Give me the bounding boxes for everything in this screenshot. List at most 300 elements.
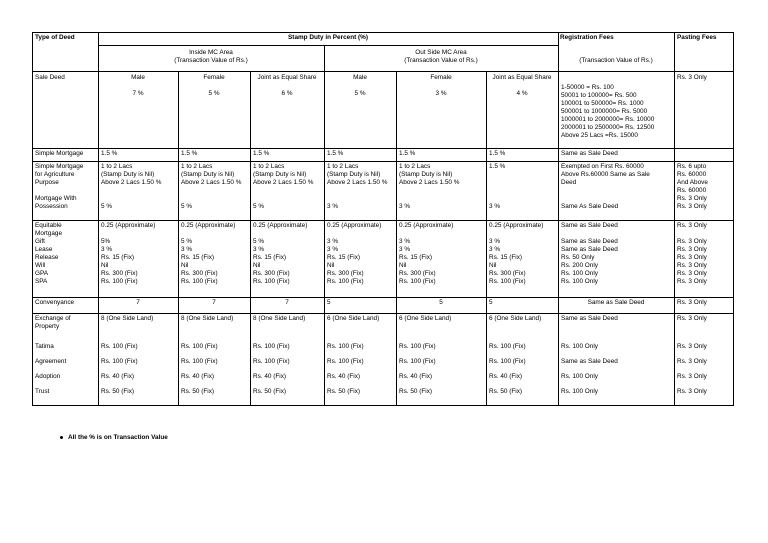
- cell-line: Joint as Equal Share: [257, 74, 317, 81]
- cell-line: [399, 230, 483, 238]
- cell-line: Possession: [35, 203, 68, 210]
- cell-line: [253, 195, 321, 203]
- grid-line: [486, 71, 487, 406]
- table-cell: [181, 150, 247, 158]
- cell-line: [181, 82, 247, 90]
- table-cell: [181, 299, 247, 307]
- cell-line: 3 %: [489, 203, 501, 210]
- cell-line: 0.25 (Approximate): [253, 222, 308, 229]
- cell-line: Rs. 100 (Fix): [489, 278, 526, 285]
- cell-line: Joint as Equal Share: [492, 74, 552, 81]
- cell-line: (Stamp Duty is Nil): [253, 171, 307, 178]
- table-cell: [101, 222, 175, 286]
- cell-line: [489, 230, 555, 238]
- cell-line: 6 (One Side Land): [327, 315, 380, 322]
- cell-line: 7: [212, 299, 216, 306]
- cell-line: Rs. 40 (Fix): [253, 373, 287, 380]
- table-cell: [489, 315, 555, 323]
- cell-line: Nil: [253, 262, 261, 269]
- cell-line: Rs. 40 (Fix): [399, 373, 433, 380]
- table-cell: [327, 373, 393, 381]
- cell-line: Rs. 100 (Fix): [327, 343, 364, 350]
- cell-line: Rs. 100 (Fix): [181, 343, 218, 350]
- cell-line: 7: [285, 299, 289, 306]
- cell-line: 5 %: [208, 90, 220, 97]
- table-cell: [489, 373, 555, 381]
- table-cell: [399, 358, 483, 366]
- cell-line: Rs. 60000: [677, 171, 707, 178]
- cell-line: Rs. 3 Only: [677, 74, 707, 81]
- table-cell: [101, 150, 175, 158]
- cell-line: Rs. 15 (Fix): [181, 254, 215, 261]
- table-cell: [327, 150, 393, 158]
- cell-line: Rs. 3 Only: [677, 195, 707, 202]
- cell-line: Rs. 300 (Fix): [399, 270, 436, 277]
- cell-line: 1.5 %: [101, 150, 118, 157]
- header-outside-sub: (Transaction Value of Rs.): [404, 57, 478, 64]
- table-cell: [561, 299, 671, 307]
- cell-line: 5%: [101, 238, 111, 245]
- cell-line: [35, 187, 95, 195]
- table-cell: [327, 388, 393, 396]
- table-cell: [253, 299, 321, 307]
- cell-line: Rs. 100 (Fix): [101, 343, 138, 350]
- cell-line: 1 to 2 Lacs: [253, 163, 285, 170]
- table-cell: [677, 299, 731, 307]
- cell-line: 4 %: [516, 90, 528, 97]
- cell-line: [489, 179, 555, 187]
- grid-line: [250, 71, 251, 406]
- table-cell: [399, 373, 483, 381]
- cell-line: Female: [430, 74, 452, 81]
- table-cell: [101, 74, 175, 98]
- cell-line: Rs. 300 (Fix): [181, 270, 218, 277]
- cell-line: 1-50000 = Rs. 100: [561, 84, 614, 91]
- cell-line: Rs. 15 (Fix): [489, 254, 523, 261]
- cell-line: Agreement: [35, 358, 67, 365]
- header-stamp-duty: Stamp Duty in Percent (%): [288, 34, 368, 41]
- cell-line: 3 %: [489, 246, 501, 253]
- cell-line: [327, 195, 393, 203]
- table-cell: [35, 150, 95, 158]
- cell-line: Nil: [399, 262, 407, 269]
- header-pasting-fees: Pasting Fees: [677, 34, 717, 41]
- table-cell: [253, 358, 321, 366]
- cell-line: 3 %: [399, 238, 411, 245]
- cell-line: Rs. 3 Only: [677, 254, 707, 261]
- cell-line: Same as Sale Deed: [561, 150, 618, 157]
- table-cell: [677, 358, 731, 366]
- cell-line: Rs. 40 (Fix): [327, 373, 361, 380]
- table-cell: [181, 315, 247, 323]
- cell-line: 5 %: [354, 90, 366, 97]
- cell-line: Adoption: [35, 373, 61, 380]
- table-cell: [327, 74, 393, 98]
- table-cell: [35, 343, 95, 351]
- grid-line: [32, 148, 734, 149]
- table-cell: [253, 343, 321, 351]
- header-registration-fees: Registration Fees: [560, 34, 614, 41]
- table-cell: [181, 74, 247, 98]
- cell-line: Male: [131, 74, 145, 81]
- stamp-duty-table: [32, 32, 734, 406]
- cell-line: Rs. 3 Only: [677, 262, 707, 269]
- cell-line: Rs. 3 Only: [677, 222, 707, 229]
- cell-line: 5: [489, 299, 493, 306]
- cell-line: Equitable: [35, 222, 62, 229]
- cell-line: 7 %: [132, 90, 144, 97]
- grid-line: [32, 71, 734, 72]
- cell-line: (Stamp Duty is Nil): [399, 171, 453, 178]
- table-cell: [101, 388, 175, 396]
- cell-line: 8 (One Side Land): [101, 315, 154, 322]
- grid-line: [32, 297, 734, 298]
- cell-line: (Stamp Duty is Nil): [181, 171, 235, 178]
- cell-line: 3 %: [435, 90, 447, 97]
- cell-line: Purpose: [35, 179, 59, 186]
- cell-line: 1.5 %: [181, 150, 198, 157]
- cell-line: Rs. 15 (Fix): [253, 254, 287, 261]
- table-cell: [399, 343, 483, 351]
- cell-line: Same as Sale Deed: [561, 246, 618, 253]
- cell-line: 3 %: [327, 238, 339, 245]
- table-cell: [561, 222, 671, 286]
- table-cell: [35, 373, 95, 381]
- table-cell: [561, 84, 671, 140]
- cell-line: [327, 230, 393, 238]
- table-cell: [561, 358, 671, 366]
- table-cell: [253, 373, 321, 381]
- table-cell: [101, 163, 175, 211]
- cell-line: Rs. 40 (Fix): [489, 373, 523, 380]
- table-cell: [101, 315, 175, 323]
- cell-line: Rs. 3 Only: [677, 203, 707, 210]
- cell-line: (Stamp Duty is Nil): [101, 171, 155, 178]
- table-cell: [181, 373, 247, 381]
- table-cell: [561, 388, 671, 396]
- table-cell: [181, 343, 247, 351]
- cell-line: Same as Sale Deed: [561, 238, 618, 245]
- cell-line: 5: [439, 299, 443, 306]
- cell-line: Rs. 100 (Fix): [181, 358, 218, 365]
- cell-line: [489, 187, 555, 195]
- cell-line: 1.5 %: [327, 150, 344, 157]
- cell-line: 1000001 to 2000000= Rs. 10000: [561, 116, 655, 123]
- cell-line: 0.25 (Approximate): [489, 222, 544, 229]
- table-cell: [561, 163, 671, 211]
- grid-line: [324, 45, 325, 406]
- cell-line: [253, 187, 321, 195]
- cell-line: Rs. 15 (Fix): [327, 254, 361, 261]
- cell-line: [399, 187, 483, 195]
- cell-line: 3 %: [181, 246, 193, 253]
- cell-line: 1 to 2 Lacs: [399, 163, 431, 170]
- grid-line: [674, 32, 675, 406]
- cell-line: Rs. 100 Only: [561, 388, 598, 395]
- table-cell: [489, 388, 555, 396]
- table-cell: [35, 358, 95, 366]
- table-cell: [35, 388, 95, 396]
- cell-line: Rs. 40 (Fix): [181, 373, 215, 380]
- cell-line: 3 %: [399, 246, 411, 253]
- table-cell: [253, 388, 321, 396]
- table-cell: [253, 150, 321, 158]
- table-cell: [677, 315, 731, 323]
- cell-line: 3 %: [399, 203, 411, 210]
- cell-line: Same as Sale Deed: [561, 358, 618, 365]
- table-cell: [253, 74, 321, 98]
- table-cell: [399, 222, 483, 286]
- cell-line: 3 %: [327, 246, 339, 253]
- cell-line: Sale Deed: [35, 74, 65, 81]
- cell-line: 8 (One Side Land): [253, 315, 306, 322]
- cell-line: Above 2 Lacs 1.50 %: [327, 179, 388, 186]
- cell-line: Same As Sale Deed: [561, 203, 619, 210]
- cell-line: Rs. 3 Only: [677, 388, 707, 395]
- cell-line: Above 2 Lacs 1.50 %: [253, 179, 314, 186]
- table-cell: [561, 373, 671, 381]
- cell-line: Rs. 3 Only: [677, 343, 707, 350]
- cell-line: Rs. 3 Only: [677, 299, 707, 306]
- cell-line: [181, 230, 247, 238]
- table-cell: [399, 315, 483, 323]
- table-cell: [327, 299, 393, 307]
- cell-line: Same as Sale Deed: [561, 315, 618, 322]
- grid-line: [178, 71, 179, 406]
- table-cell: [181, 358, 247, 366]
- cell-line: [101, 187, 175, 195]
- cell-line: [489, 82, 555, 90]
- cell-line: 0.25 (Approximate): [399, 222, 454, 229]
- table-cell: [181, 388, 247, 396]
- table-cell: [399, 163, 483, 211]
- table-cell: [35, 315, 95, 331]
- cell-line: (Stamp Duty is Nil): [327, 171, 381, 178]
- cell-line: [253, 82, 321, 90]
- footnote: All the % is on Transaction Value: [68, 434, 168, 441]
- cell-line: Same as Sale Deed: [561, 222, 618, 229]
- cell-line: Rs. 50 Only: [561, 254, 595, 261]
- table-cell: [35, 74, 95, 82]
- cell-line: for Agriculture: [35, 171, 75, 178]
- cell-line: Rs. 3 Only: [677, 373, 707, 380]
- cell-line: [561, 195, 671, 203]
- cell-line: 3 %: [101, 246, 113, 253]
- cell-line: [489, 171, 555, 179]
- cell-line: [677, 230, 731, 238]
- cell-line: 3 %: [327, 203, 339, 210]
- table-cell: [489, 74, 555, 98]
- cell-line: 1.5 %: [489, 150, 506, 157]
- table-cell: [677, 222, 731, 286]
- cell-line: Rs. 50 (Fix): [327, 388, 361, 395]
- table-cell: [35, 163, 95, 211]
- cell-line: 1 to 2 Lacs: [327, 163, 359, 170]
- cell-line: Property: [35, 323, 60, 330]
- table-cell: [677, 343, 731, 351]
- cell-line: Rs. 200 Only: [561, 262, 598, 269]
- cell-line: 5 %: [181, 238, 193, 245]
- cell-line: Above 2 Lacs 1.50 %: [399, 179, 460, 186]
- cell-line: Rs. 15 (Fix): [399, 254, 433, 261]
- table-cell: [399, 150, 483, 158]
- cell-line: Above 2 Lacs 1.50 %: [181, 179, 242, 186]
- cell-line: 5 %: [253, 203, 265, 210]
- cell-line: 1 to 2 Lacs: [181, 163, 213, 170]
- cell-line: Above 2 Lacs 1.50 %: [101, 179, 162, 186]
- cell-line: Rs. 15 (Fix): [101, 254, 135, 261]
- cell-line: 6 %: [281, 90, 293, 97]
- cell-line: Above Rs.60000 Same as Sale: [561, 171, 650, 178]
- grid-line: [558, 32, 559, 406]
- cell-line: Above 25 Lacs =Rs. 15000: [561, 132, 638, 139]
- cell-line: Rs. 100 (Fix): [253, 343, 290, 350]
- cell-line: [101, 82, 175, 90]
- table-cell: [677, 373, 731, 381]
- cell-line: [561, 187, 671, 195]
- cell-line: 1.5 %: [399, 150, 416, 157]
- cell-line: Male: [353, 74, 367, 81]
- table-cell: [561, 150, 671, 158]
- cell-line: [101, 230, 175, 238]
- cell-line: Simple Mortgage: [35, 150, 84, 157]
- cell-line: Tatima: [35, 343, 54, 350]
- table-cell: [327, 358, 393, 366]
- table-cell: [561, 315, 671, 323]
- cell-line: Rs. 40 (Fix): [101, 373, 135, 380]
- header-outside-area: Out Side MC Area: [415, 49, 467, 56]
- cell-line: Rs. 300 (Fix): [489, 270, 526, 277]
- cell-line: 50001 to 100000= Rs. 500: [561, 92, 637, 99]
- cell-line: Rs. 100 Only: [561, 373, 598, 380]
- cell-line: Gift: [35, 238, 45, 245]
- cell-line: Rs. 100 (Fix): [327, 278, 364, 285]
- table-cell: [677, 74, 731, 82]
- cell-line: [181, 195, 247, 203]
- cell-line: [399, 82, 483, 90]
- cell-line: Rs. 100 Only: [561, 278, 598, 285]
- cell-line: 5 %: [253, 238, 265, 245]
- cell-line: Convenyance: [35, 299, 75, 306]
- table-cell: [181, 163, 247, 211]
- cell-line: Rs. 100 (Fix): [399, 358, 436, 365]
- table-cell: [101, 299, 175, 307]
- cell-line: 5: [327, 299, 331, 306]
- cell-line: Rs. 3 Only: [677, 270, 707, 277]
- cell-line: Nil: [327, 262, 335, 269]
- cell-line: 1.5 %: [253, 150, 270, 157]
- cell-line: 0.25 (Approximate): [101, 222, 156, 229]
- cell-line: Rs. 100 (Fix): [489, 358, 526, 365]
- table-cell: [677, 163, 731, 211]
- table-cell: [399, 299, 483, 307]
- cell-line: Rs. 3 Only: [677, 315, 707, 322]
- grid-line: [32, 313, 734, 314]
- cell-line: Rs. 100 (Fix): [253, 358, 290, 365]
- cell-line: Rs. 100 (Fix): [101, 358, 138, 365]
- cell-line: 5 %: [181, 203, 193, 210]
- table-cell: [35, 222, 95, 286]
- cell-line: Mortgage With: [35, 195, 77, 202]
- cell-line: Trust: [35, 388, 50, 395]
- table-cell: [327, 315, 393, 323]
- grid-line: [396, 71, 397, 406]
- cell-line: [399, 195, 483, 203]
- cell-line: Deed: [561, 179, 577, 186]
- cell-line: Rs. 300 (Fix): [253, 270, 290, 277]
- cell-line: 6 (One Side Land): [489, 315, 542, 322]
- grid-line: [32, 220, 734, 221]
- cell-line: Rs. 50 (Fix): [399, 388, 433, 395]
- cell-line: Rs. 50 (Fix): [181, 388, 215, 395]
- table-cell: [489, 299, 555, 307]
- table-cell: [327, 163, 393, 211]
- cell-line: Rs. 3 Only: [677, 238, 707, 245]
- grid-line: [98, 32, 99, 406]
- cell-line: GPA: [35, 270, 49, 277]
- cell-line: 7: [136, 299, 140, 306]
- grid-line: [98, 45, 558, 46]
- cell-line: Rs. 50 (Fix): [489, 388, 523, 395]
- table-cell: [399, 388, 483, 396]
- table-cell: [35, 299, 95, 307]
- cell-line: 1 to 2 Lacs: [101, 163, 133, 170]
- cell-line: Rs. 3 Only: [677, 246, 707, 253]
- cell-line: Rs. 3 Only: [677, 358, 707, 365]
- cell-line: [327, 82, 393, 90]
- cell-line: [253, 230, 321, 238]
- cell-line: 8 (One Side Land): [181, 315, 234, 322]
- cell-line: 0.25 (Approximate): [327, 222, 382, 229]
- cell-line: Exchange of: [35, 315, 71, 322]
- table-cell: [489, 222, 555, 286]
- table-cell: [489, 150, 555, 158]
- table-cell: [253, 315, 321, 323]
- cell-line: 100001 to 500000= Rs. 1000: [561, 100, 644, 107]
- table-cell: [489, 163, 555, 211]
- cell-line: Rs. 100 (Fix): [399, 278, 436, 285]
- cell-line: [327, 187, 393, 195]
- grid-line: [32, 161, 734, 162]
- cell-line: Nil: [489, 262, 497, 269]
- cell-line: Simple Mortgage: [35, 163, 84, 170]
- cell-line: Rs. 100 Only: [561, 270, 598, 277]
- table-cell: [253, 163, 321, 211]
- cell-line: And Above: [677, 179, 708, 186]
- cell-line: Release: [35, 254, 59, 261]
- cell-line: Rs. 300 (Fix): [327, 270, 364, 277]
- cell-line: Rs. 50 (Fix): [253, 388, 287, 395]
- bullet-icon: [60, 436, 63, 439]
- cell-line: Rs. 60000: [677, 187, 707, 194]
- header-inside-area: Inside MC Area: [189, 49, 233, 56]
- cell-line: Lease: [35, 246, 53, 253]
- cell-line: 2000001 to 2500000= Rs. 12500: [561, 124, 655, 131]
- cell-line: 3 %: [489, 238, 501, 245]
- cell-line: [489, 195, 555, 203]
- table-cell: [101, 343, 175, 351]
- cell-line: Rs. 100 (Fix): [327, 358, 364, 365]
- header-reg-sub: (Transaction Value of Rs.): [579, 57, 653, 64]
- table-cell: [677, 388, 731, 396]
- cell-line: [181, 187, 247, 195]
- cell-line: Rs. 50 (Fix): [101, 388, 135, 395]
- cell-line: 6 (One Side Land): [399, 315, 452, 322]
- table-cell: [181, 222, 247, 286]
- cell-line: Will: [35, 262, 46, 269]
- cell-line: 1.5 %: [489, 163, 506, 170]
- cell-line: Rs. 100 Only: [561, 343, 598, 350]
